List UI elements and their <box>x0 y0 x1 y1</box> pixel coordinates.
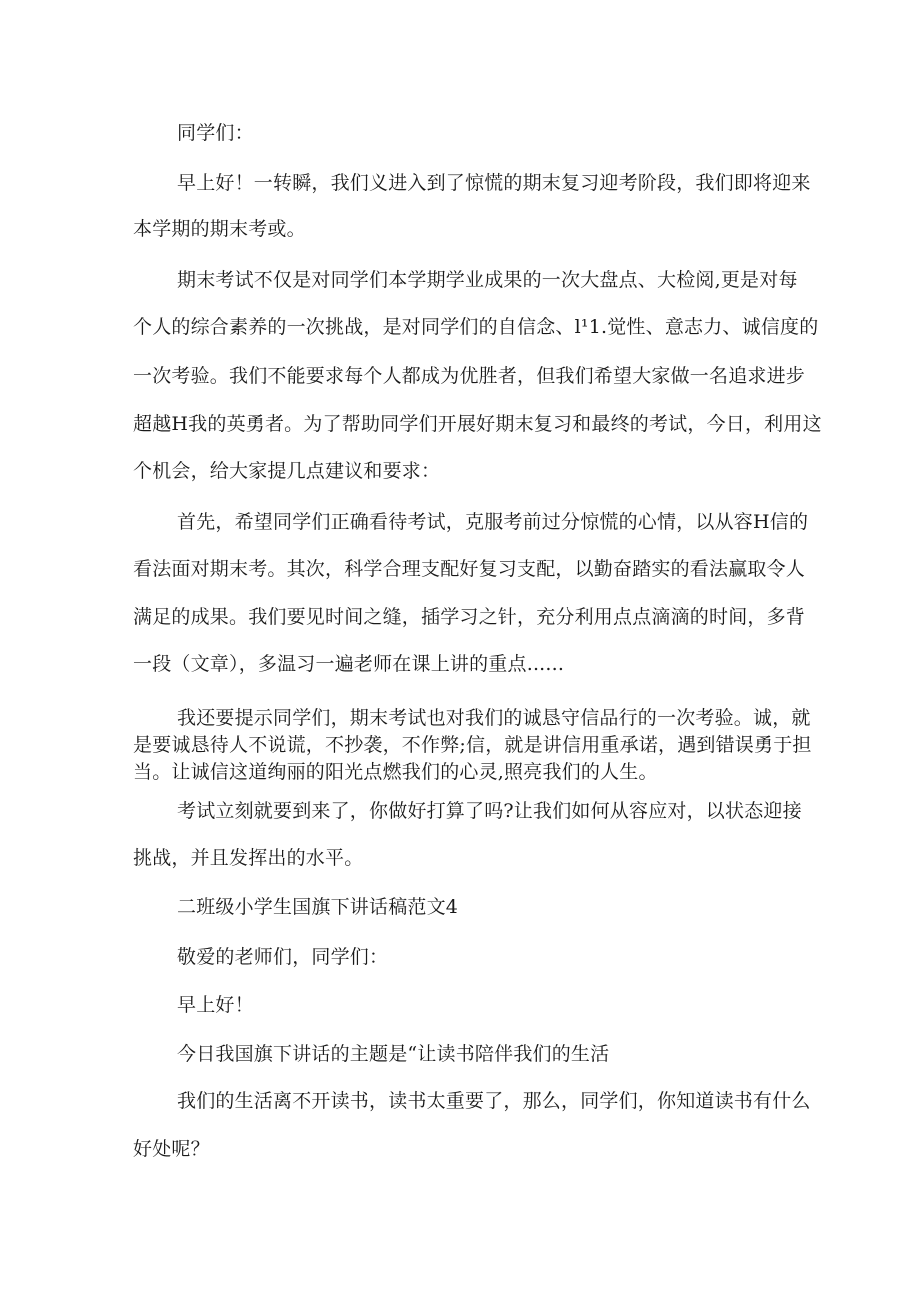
paragraph-line: 当。让诚信这道绚丽的阳光点燃我们的心灵,照亮我们的人生。 <box>133 761 658 783</box>
paragraph-line: 一段（文章），多温习一遍老师在课上讲的重点...... <box>133 653 565 675</box>
paragraph-line: 期末考试不仅是对同学们本学期学业成果的一次大盘点、大检阅,更是对每 <box>177 269 798 291</box>
paragraph-line: 今日我国旗下讲话的主题是“让读书陪伴我们的生活 <box>177 1043 610 1065</box>
paragraph-line: 看法面对期末考。其次，科学合理支配好复习支配，以勤奋踏实的看法赢取令人 <box>133 558 806 580</box>
paragraph-line: 首先，希望同学们正确看待考试，克服考前过分惊慌的心情，以从容H信的 <box>177 511 809 533</box>
salutation: 同学们： <box>177 122 254 144</box>
paragraph-line: 个机会，给大家提几点建议和要求： <box>133 460 441 482</box>
paragraph-line: 好处呢？ <box>133 1138 210 1160</box>
paragraph-line: 是要诚恳待人不说谎，不抄袭，不作弊;信，就是讲信用重承诺，遇到错误勇于担 <box>133 734 812 756</box>
paragraph-line: 超越H我的英勇者。为了帮助同学们开展好期末复习和最终的考试，今日，利用这 <box>133 413 822 435</box>
paragraph-line: 早上好！一转瞬，我们义进入到了惊慌的期末复习迎考阶段，我们即将迎来 <box>177 172 811 194</box>
paragraph-line: 我还要提示同学们，期末考试也对我们的诚恳守信品行的一次考验。诚，就 <box>177 707 811 729</box>
paragraph-line: 一次考验。我们不能要求每个人都成为优胜者，但我们希望大家做一名追求进步 <box>133 365 806 387</box>
paragraph-line: 考试立刻就要到来了，你做好打算了吗?让我们如何从容应对，以状态迎接 <box>177 800 802 822</box>
section-heading: 二班级小学生国旗下讲话稿范文4 <box>177 896 459 918</box>
greeting: 早上好！ <box>177 994 254 1016</box>
paragraph-line: 我们的生活离不开读书，读书太重要了，那么，同学们，你知道读书有什么 <box>177 1090 811 1112</box>
paragraph-line: 满足的成果。我们要见时间之缝，插学习之针，充分利用点点滴滴的时间，多背 <box>133 606 806 628</box>
paragraph-line: 本学期的期末考或。 <box>133 218 306 240</box>
paragraph-line: 挑战，并且发挥出的水平。 <box>133 847 364 869</box>
salutation: 敬爱的老师们，同学们： <box>177 946 389 968</box>
paragraph-line: 个人的综合素养的一次挑战，是对同学们的自信念、l¹1.觉性、意志力、诚信度的 <box>133 316 819 338</box>
